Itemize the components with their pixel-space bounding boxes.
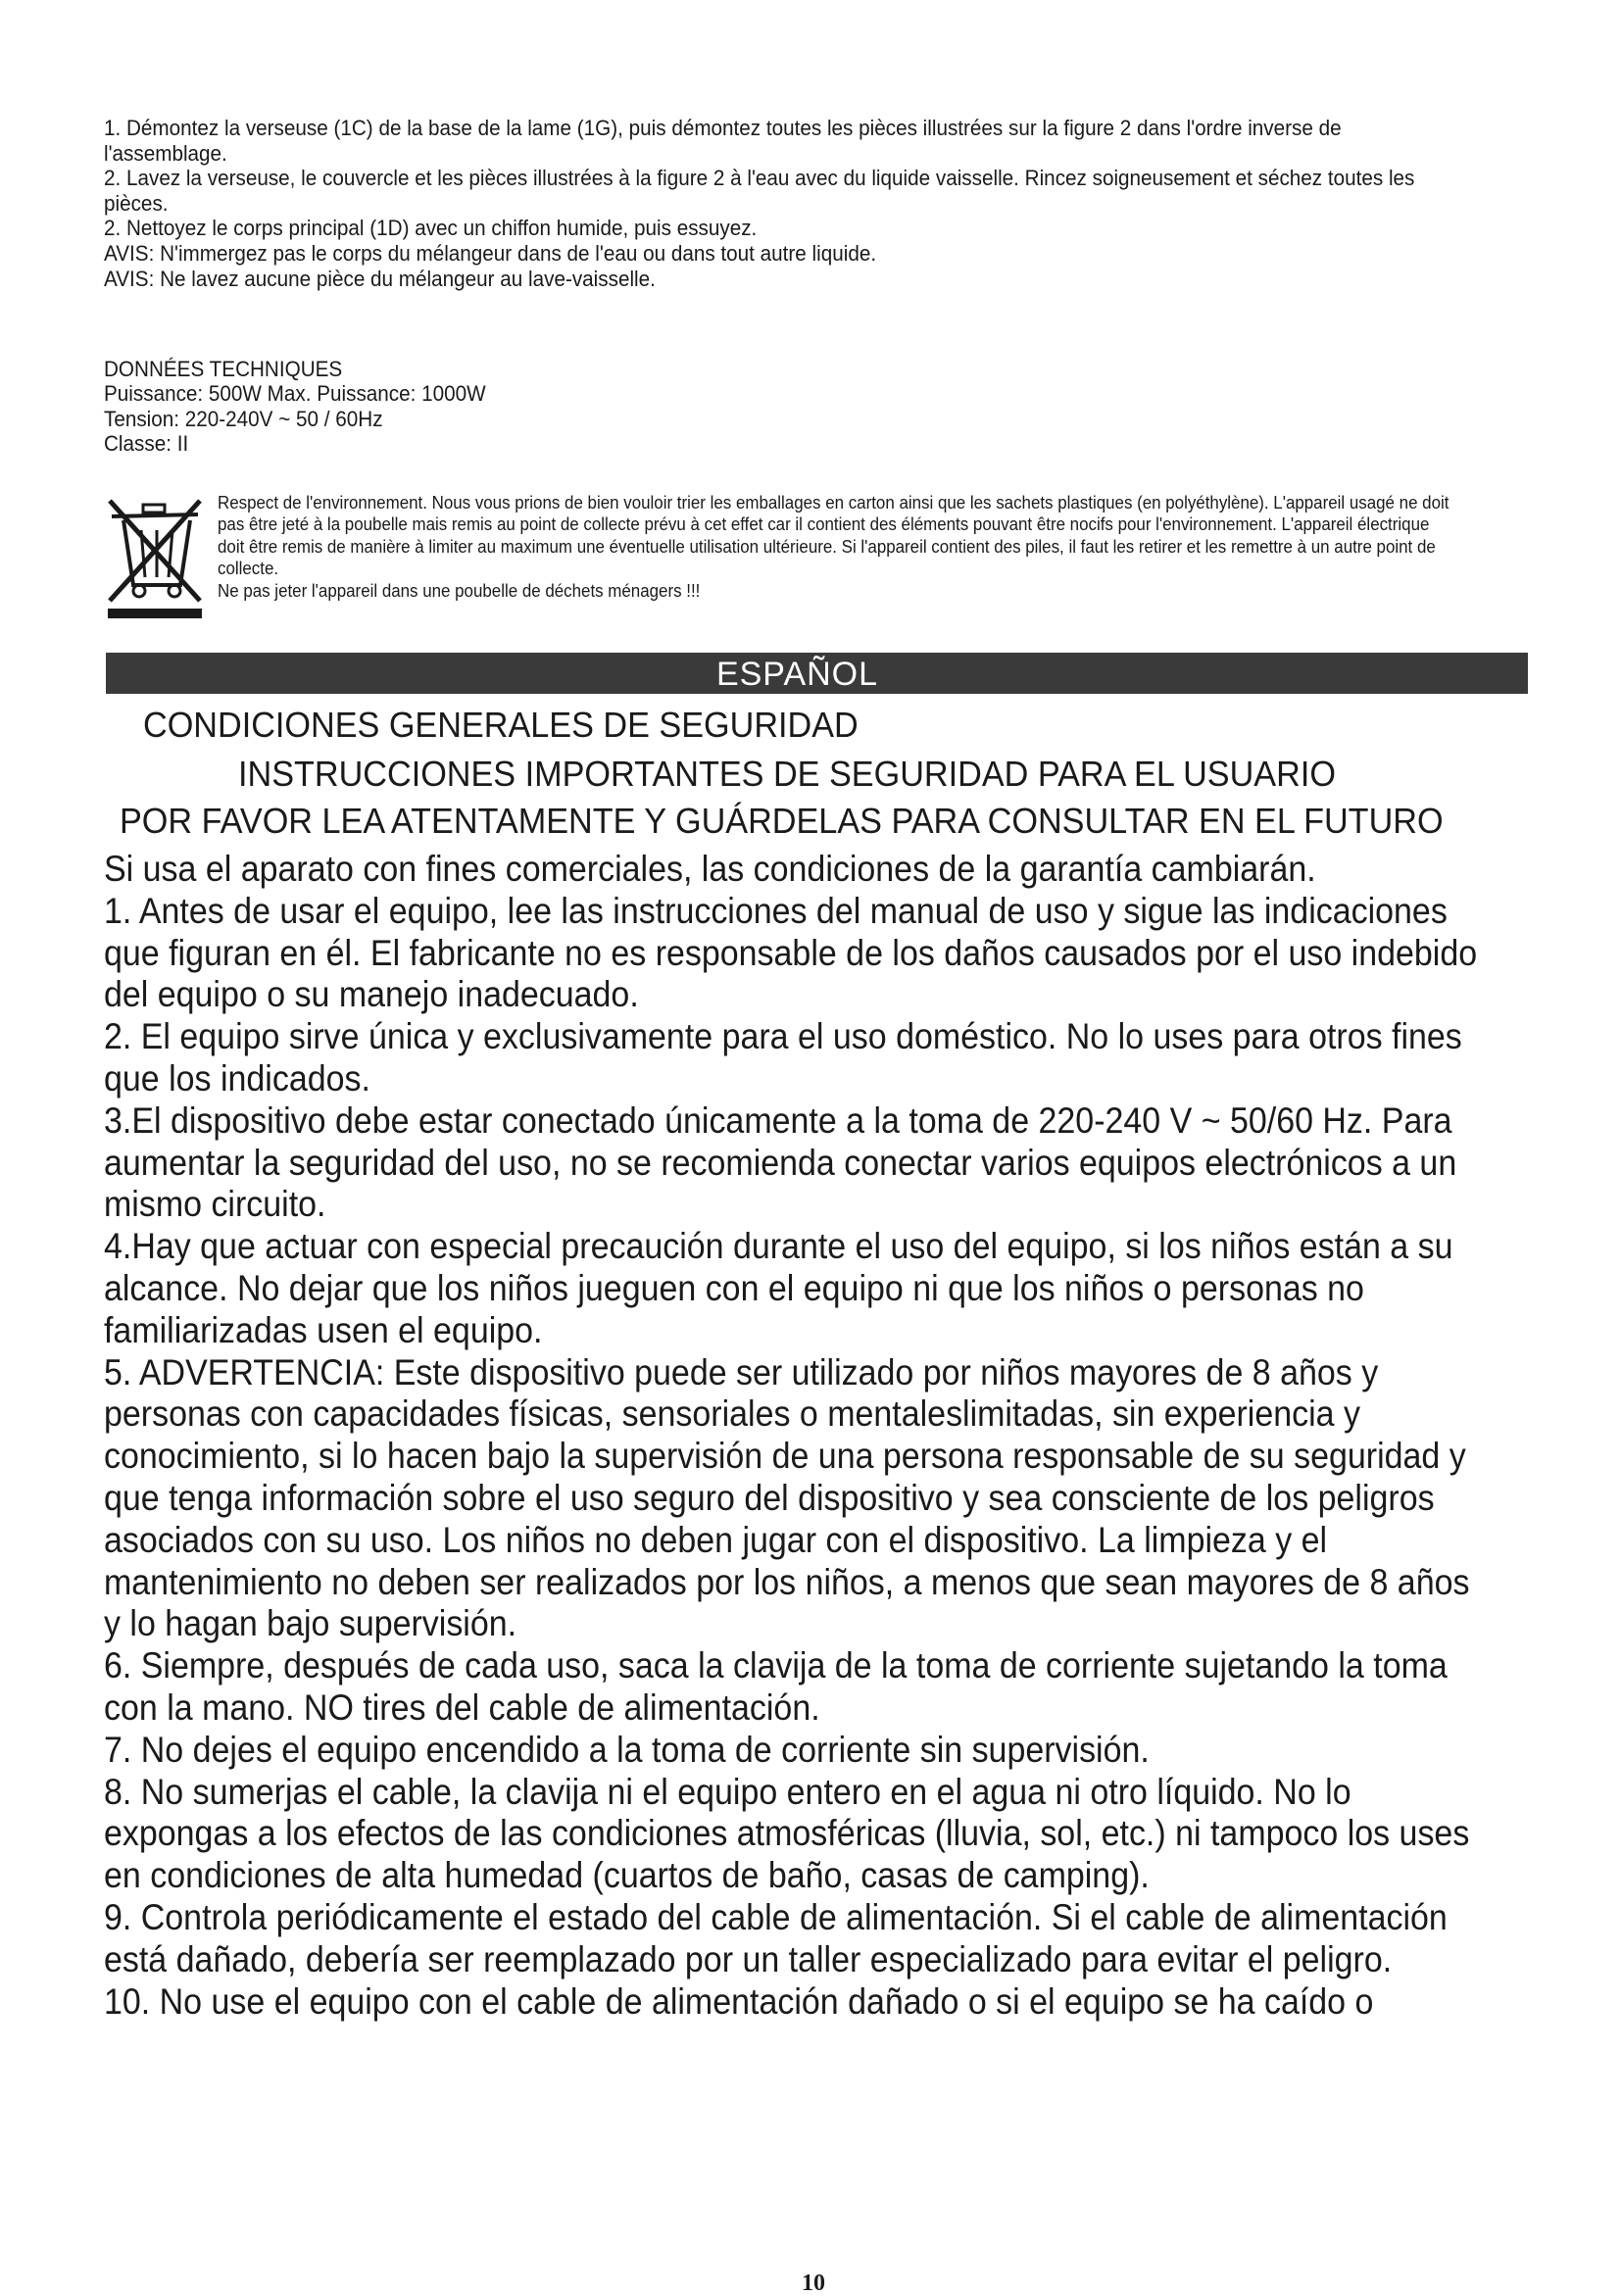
es-paragraph: 3.El dispositivo debe estar conectado únicamente a la toma de 220-240 V ~ 50/60 Hz. Para aumentar la seguridad del uso, no se recomienda conectar varios equipos electrónicos a un mismo circuito. bbox=[104, 1099, 1457, 1225]
crossed-out-wheelie-bin-icon bbox=[106, 495, 204, 620]
fr-notice: AVIS: N'immergez pas le corps du mélangeur dans de l'eau ou dans tout autre liquide. bbox=[104, 240, 877, 266]
environment-notice bbox=[218, 492, 1452, 602]
language-section-bar bbox=[106, 653, 1528, 694]
tech-data-power: Puissance: 500W Max. Puissance: 1000W bbox=[104, 381, 486, 407]
es-paragraph: 7. No dejes el equipo encendido a la toma de corriente sin supervisión. bbox=[104, 1729, 1150, 1770]
es-paragraph: 8. No sumerjas el cable, la clavija ni el equipo entero en el agua ni otro líquido. No lo expongas a los efectos de las condiciones atmosféricas (lluvia, sol, etc.) ni tampoco los uses en condiciones de alta humedad (cuartos de baño, casas de camping). bbox=[104, 1771, 1470, 1896]
french-cleaning-instructions bbox=[104, 116, 1449, 291]
es-paragraph: 4.Hay que actuar con especial precaución durante el uso del equipo, si los niños están a su alcance. No dejar que los niños jueguen con el equipo ni que los niños o personas no familiarizadas usen el equipo. bbox=[104, 1226, 1453, 1350]
es-paragraph: Si usa el aparato con fines comerciales, las condiciones de la garantía cambiarán. bbox=[104, 849, 1316, 889]
spanish-safety-instructions bbox=[104, 849, 1481, 2023]
fr-paragraph: 2. Lavez la verseuse, le couvercle et les pièces illustrées à la figure 2 à l'eau avec du liquide vaisselle. Rincez soigneusement et séchez toutes les pièces. bbox=[104, 166, 1415, 216]
environment-warning: Ne pas jeter l'appareil dans une poubelle de déchets ménagers !!! bbox=[218, 580, 701, 601]
tech-data-class: Classe: II bbox=[104, 431, 189, 457]
technical-data bbox=[104, 357, 933, 457]
section-heading: CONDICIONES GENERALES DE SEGURIDAD bbox=[143, 705, 859, 745]
section-subheading: INSTRUCCIONES IMPORTANTES DE SEGURIDAD PARA EL USUARIO bbox=[238, 754, 1336, 794]
tech-data-title: DONNÉES TECHNIQUES bbox=[104, 357, 343, 381]
page-number: 10 bbox=[802, 2271, 825, 2296]
es-paragraph: 2. El equipo sirve única y exclusivamente para el uso doméstico. No lo uses para otros fines que los indicados. bbox=[104, 1016, 1462, 1099]
environment-paragraph: Respect de l'environnement. Nous vous prions de bien vouloir trier les emballages en carton ainsi que les sachets plastiques (en polyéthylène). L'appareil usagé ne doit pas être jeté à la poubelle mais remis au point de collecte prévu à cet effet car il contient des éléments pouvant être nocifs pour l'environnement. L'appareil électrique doit être remis de manière à limiter au maximum une éventuelle utilisation ultérieure. Si l'appareil contient des piles, il faut les retirer et les remettre à un autre point de collecte. bbox=[218, 493, 1449, 579]
fr-paragraph: 1. Démontez la verseuse (1C) de la base de la lame (1G), puis démontez toutes les pièces illustrées sur la figure 2 dans l'ordre inverse de l'assemblage. bbox=[104, 116, 1342, 166]
es-paragraph: 1. Antes de usar el equipo, lee las instrucciones del manual de uso y sigue las indicaciones que figuran en él. El fabricante no es responsable de los daños causados por el uso indebido del equipo o su manejo inadecuado. bbox=[104, 890, 1478, 1015]
fr-paragraph: 2. Nettoyez le corps principal (1D) avec un chiffon humide, puis essuyez. bbox=[104, 216, 758, 241]
language-label: ESPAÑOL bbox=[715, 656, 879, 693]
fr-notice: AVIS: Ne lavez aucune pièce du mélangeur au lave-vaisselle. bbox=[104, 266, 656, 291]
tech-data-voltage: Tension: 220-240V ~ 50 / 60Hz bbox=[104, 406, 383, 431]
section-subheading: POR FAVOR LEA ATENTAMENTE Y GUÁRDELAS PARA CONSULTAR EN EL FUTURO bbox=[120, 801, 1444, 841]
es-paragraph: 6. Siempre, después de cada uso, saca la clavija de la toma de corriente sujetando la toma con la mano. NO tires del cable de alimentación. bbox=[104, 1645, 1448, 1728]
es-paragraph: 10. No use el equipo con el cable de alimentación dañado o si el equipo se ha caído o bbox=[104, 1980, 1374, 2022]
es-paragraph: 9. Controla periódicamente el estado del cable de alimentación. Si el cable de alimentación está dañado, debería ser reemplazado por un taller especializado para evitar el peligro. bbox=[104, 1896, 1448, 1979]
es-paragraph: 5. ADVERTENCIA: Este dispositivo puede ser utilizado por niños mayores de 8 años y personas con capacidades físicas, sensoriales o mentaleslimitadas, sin experiencia y conocimiento, si lo hacen bajo la supervisión de una persona responsable de su seguridad y que tenga información sobre el uso seguro del dispositivo y sea consciente de los peligros asociados con su uso. Los niños no deben jugar con el dispositivo. La limpieza y el mantenimiento no deben ser realizados por los niños, a menos que sean mayores de 8 años y lo hagan bajo supervisión. bbox=[104, 1351, 1470, 1644]
